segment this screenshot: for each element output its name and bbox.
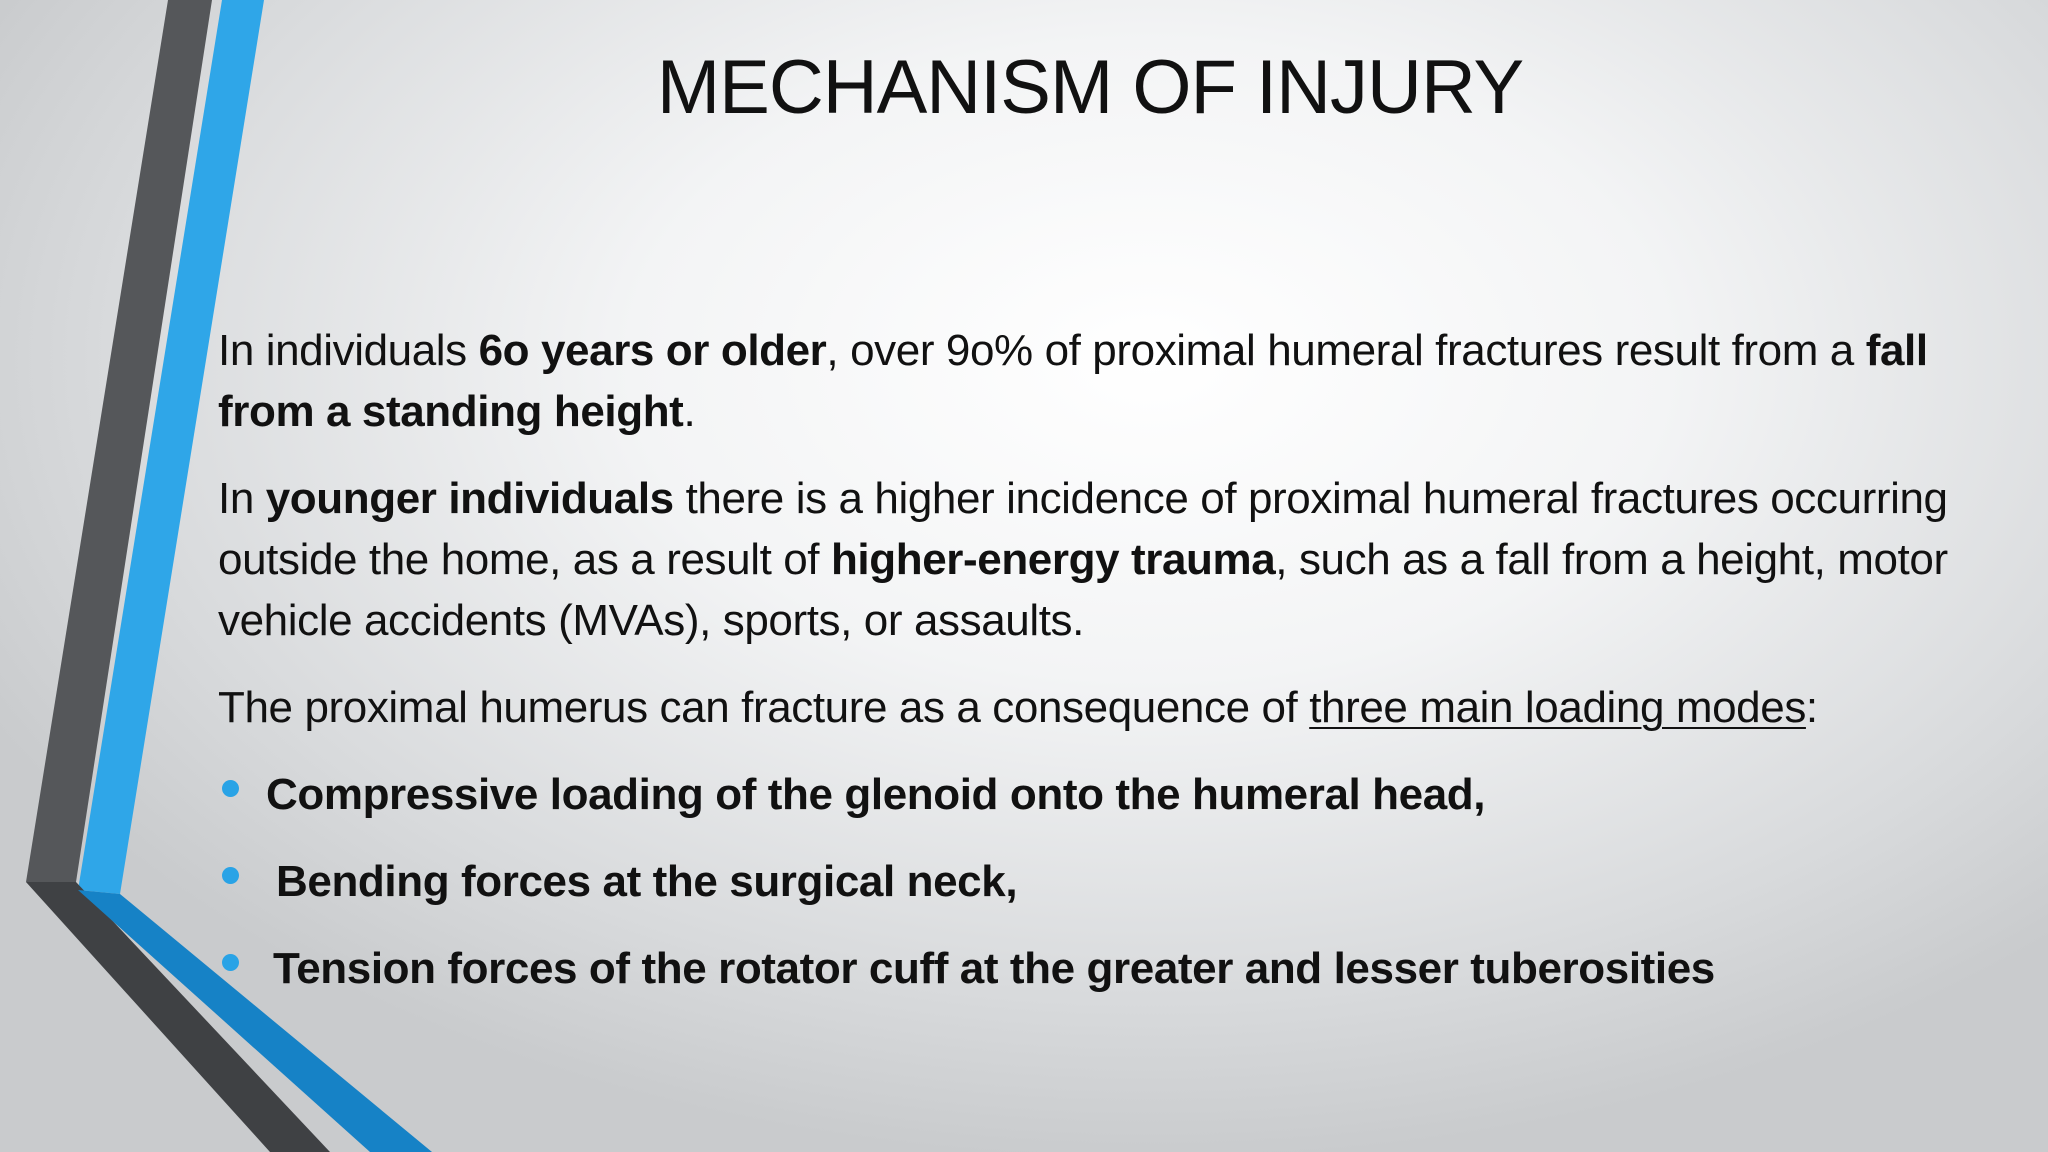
p2-bold-younger: younger individuals: [265, 474, 674, 523]
paragraph-elderly: [218, 320, 2018, 442]
p2-bold-trauma: higher-energy trauma: [830, 535, 1276, 584]
slide-body: [218, 320, 2018, 1025]
list-item: [218, 764, 2018, 825]
paragraph-younger: [218, 468, 2018, 651]
loading-modes-list: [218, 764, 2018, 999]
list-item-text: Compressive loading of the glenoid onto the humeral head,: [266, 770, 1486, 819]
list-item: [218, 851, 2018, 912]
p3-text-2: :: [1805, 683, 1818, 732]
p1-bold-fall: fall from a standing height: [218, 326, 1928, 436]
p2-text-1: In: [218, 474, 266, 523]
bullet-dot-icon: [222, 867, 239, 884]
page-title: MECHANISM OF INJURY: [656, 45, 1524, 130]
bullet-dot-icon: [222, 780, 239, 797]
p3-underlined-modes: three main loading modes: [1309, 683, 1806, 732]
paragraph-loading-modes: [218, 677, 2018, 738]
p1-bold-age: 6o years or older: [478, 326, 827, 375]
p2-text-3: , such as a fall from a height, motor vehicle accidents (MVAs), sports, or assaults.: [218, 535, 1948, 645]
p3-text-1: The proximal humerus can fracture as a consequence of: [218, 683, 1310, 732]
p1-text-2: , over 9o% of proximal humeral fractures result from a: [826, 326, 1866, 375]
p1-text-1: In individuals: [218, 326, 479, 375]
list-item-text: Tension forces of the rotator cuff at the greater and lesser tuberosities: [273, 944, 1715, 993]
list-item-text: Bending forces at the surgical neck,: [276, 857, 1018, 906]
p1-text-3: .: [683, 387, 696, 436]
list-item: [218, 938, 2018, 999]
bullet-dot-icon: [222, 954, 239, 971]
p2-text-2: there is a higher incidence of proximal humeral fractures occurring outside the home, as a result of: [218, 474, 1948, 584]
